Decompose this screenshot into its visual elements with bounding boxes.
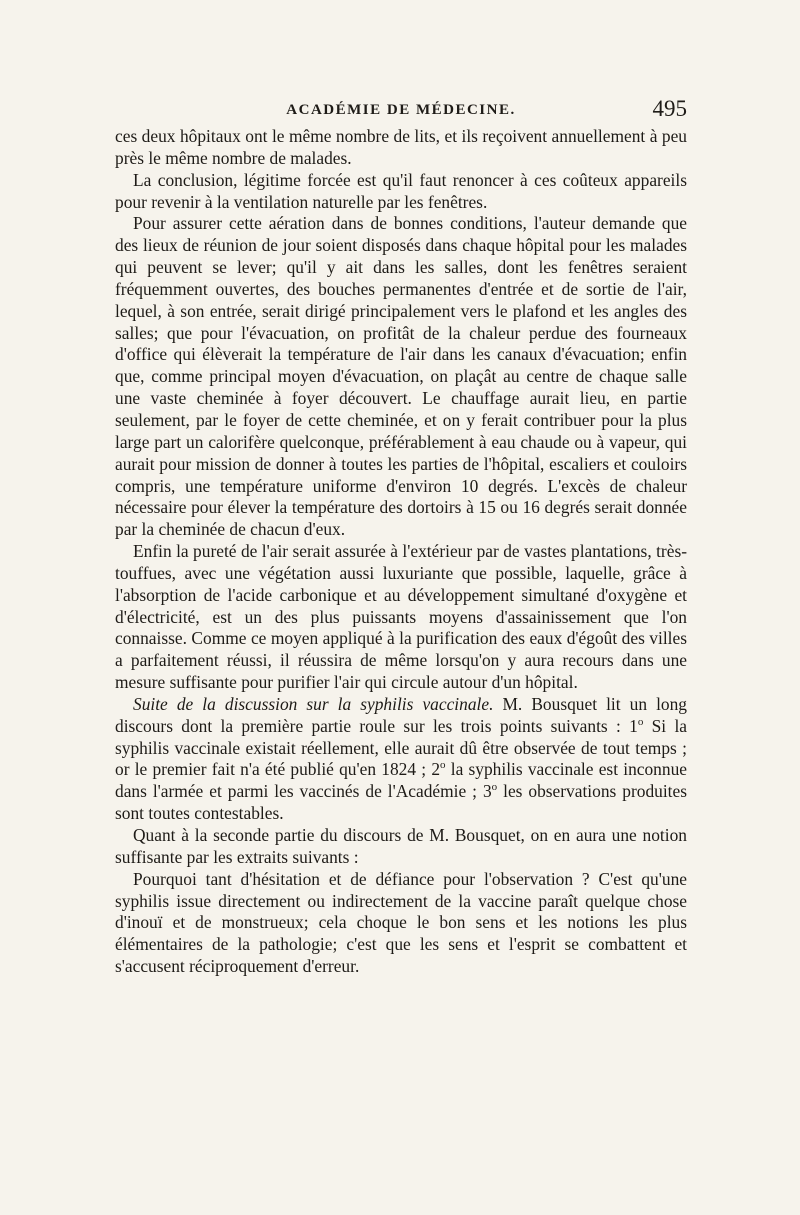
point-number-2: 2 (431, 759, 441, 780)
ordinal-mark-1: o (637, 715, 644, 728)
paragraph-5 (115, 694, 687, 825)
ordinal-mark-3: o (491, 781, 498, 794)
point-number-3: 3 (482, 781, 492, 802)
paragraph-3: Pour assurer cette aération dans de bonnes conditions, l'auteur demande que des lieux de réunion de jour soient disposés dans chaque hôpital pour les malades qui peuvent se lever; qu'il y ait dans les salles, dont les fenêtres seraient fréquemment ouvertes, des bouches permanentes d'entrée et de sortie de l'air, lequel, à son entrée, serait dirigé principalement vers le plafond et les angles des salles; que pour l'évacuation, on profitât de la chaleur perdue des fourneaux d'office qui élèverait la température de l'air dans les canaux d'évacuation; enfin que, comme principal moyen d'évacuation, on plaçât au centre de chaque salle une vaste cheminée à foyer découvert. Le chauffage aurait lieu, en partie seulement, par le foyer de cette cheminée, et on y ferait contribuer pour la plus large part un calorifère quelconque, préférablement à eau chaude ou à vapeur, qui aurait pour mission de donner à toutes les parties de l'hôpital, escaliers et couloirs compris, une température uniforme d'environ 10 degrés. L'excès de chaleur nécessaire pour élever la température des dortoirs à 15 ou 16 degrés serait donnée par la cheminée de chacun d'eux. (115, 213, 687, 540)
paragraph-6: Quant à la seconde partie du discours de M. Bousquet, on en aura une notion suffisante par les extraits suivants : (115, 825, 687, 867)
paragraph-5-c: la syphilis vaccinale est inconnue dans l'armée et parmi les vaccinés de l'Académie ; (115, 759, 687, 802)
page-header (115, 96, 687, 126)
running-title: ACADÉMIE DE MÉDECINE. (286, 102, 516, 118)
paragraph-5-b: Si la syphilis vaccinale existait réellement, elle aurait dû être observée de tout temps ; or le premier fait n'a été publié qu'en 1824 ; (115, 715, 688, 780)
paragraph-5-a: M. Bousquet lit un long discours dont la première partie roule sur les trois points suivants : (115, 693, 687, 736)
page-number: 495 (652, 96, 687, 121)
paragraph-4: Enfin la pureté de l'air serait assurée à l'extérieur par de vastes plantations, très-touffues, avec une végétation aussi luxuriante que possible, laquelle, grâce à l'absorption de l'acide carbonique et au développement simultané d'oxygène et d'électricité, est un des plus puissants moyens d'assainissement que l'on connaisse. Comme ce moyen appliqué à la purification des eaux d'égoût des villes a parfaitement réussi, il réussira de même lorsqu'on y aura recours dans une mesure suffisante pour purifier l'air qui circule autour d'un hôpital. (115, 541, 687, 693)
page (115, 96, 687, 978)
paragraph-1: ces deux hôpitaux ont le même nombre de lits, et ils reçoivent annuellement à peu près le même nombre de malades. (115, 126, 687, 168)
section-heading: Suite de la discussion sur la syphilis vaccinale. (133, 693, 494, 714)
paragraph-7: Pourquoi tant d'hésitation et de défiance pour l'observation ? C'est qu'une syphilis issue directement ou indirectement de la vaccine paraît quelque chose d'inouï et de monstrueux; cela choque le bon sens et les notions les plus élémentaires de la pathologie; c'est que les sens et l'esprit se combattent et s'accusent réciproquement d'erreur. (115, 868, 687, 977)
body-text (115, 126, 687, 978)
point-number-1: 1 (629, 715, 638, 736)
ordinal-mark-2: o (440, 759, 446, 772)
paragraph-5-d: les observations produites sont toutes contestables. (115, 781, 687, 824)
paragraph-2: La conclusion, légitime forcée est qu'il faut renoncer à ces coûteux appareils pour revenir à la ventilation naturelle par les fenêtres. (115, 169, 687, 212)
